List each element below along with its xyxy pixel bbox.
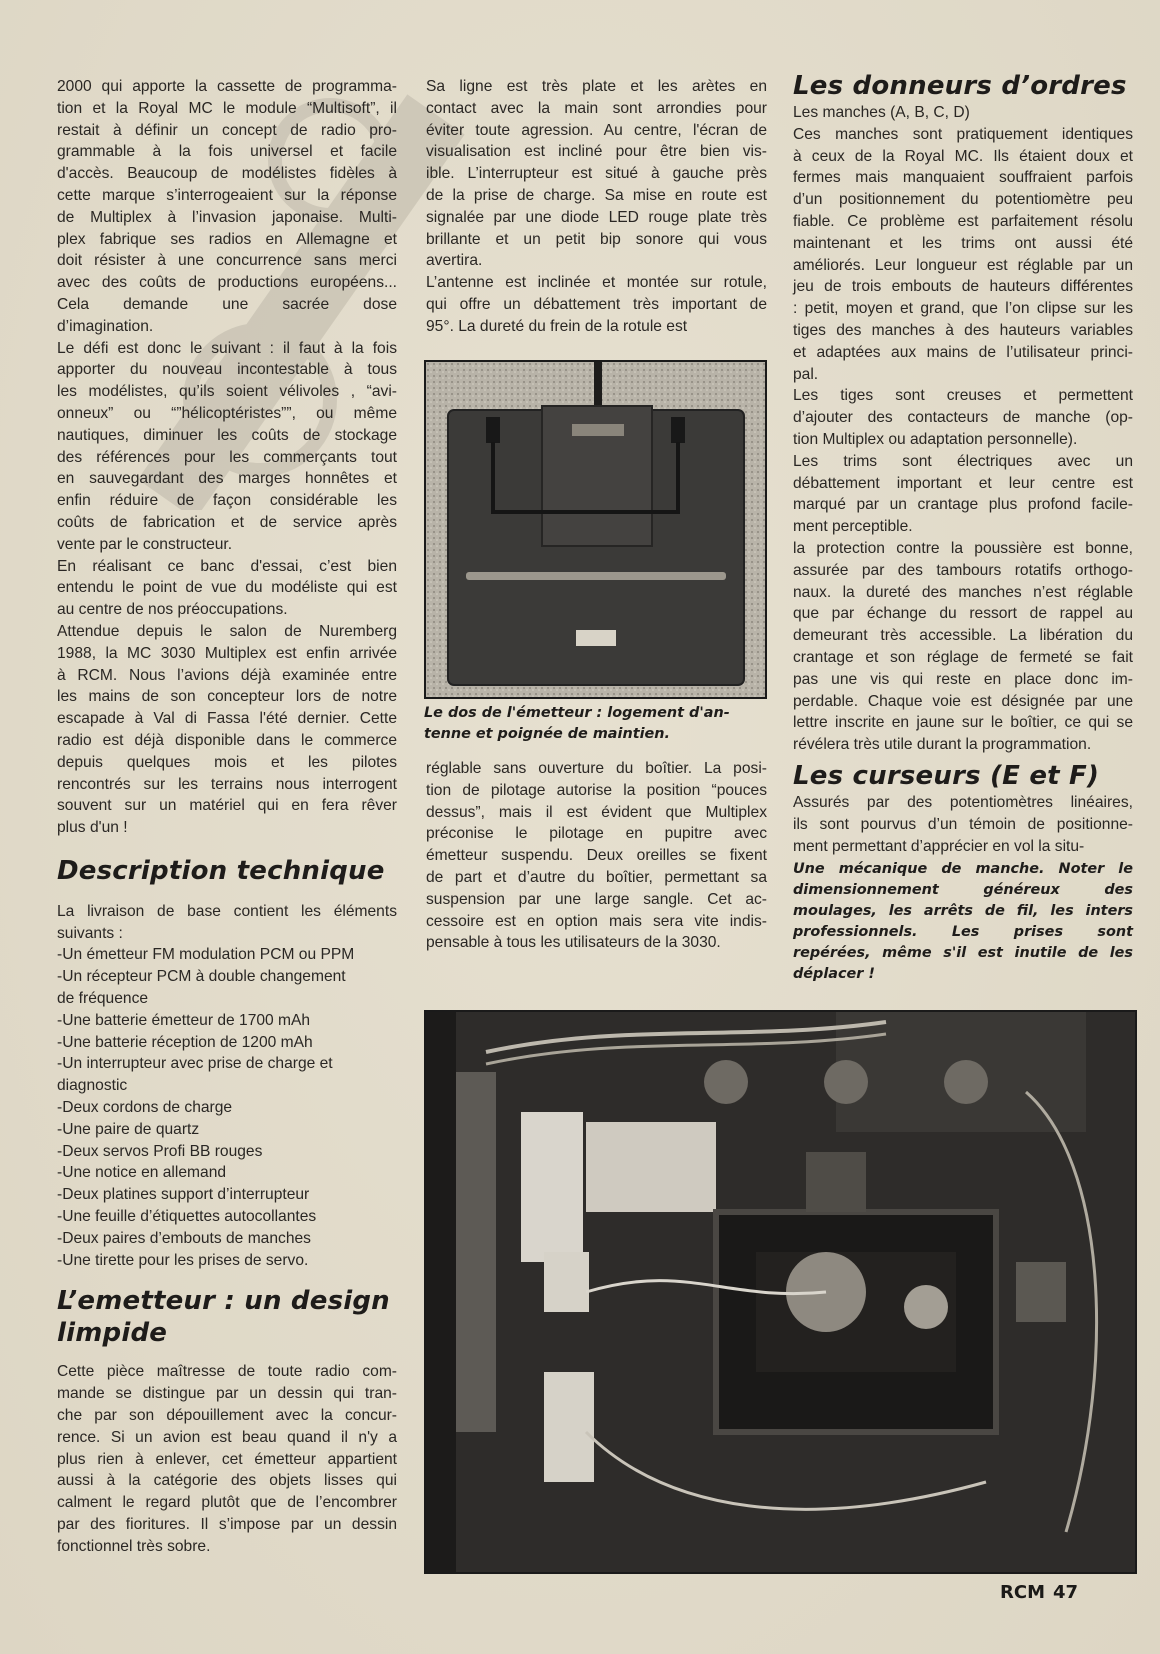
text-line: préconise le pilotage en pupitre avec: [426, 825, 767, 843]
text-line: -Une tirette pour les prises de servo.: [57, 1251, 309, 1269]
text-line: 2000 qui apporte la cassette de programma-: [57, 78, 397, 95]
column-middle-continued: [426, 758, 767, 954]
text-line: d'accès. Beaucoup de modélistes fidèles à: [57, 165, 397, 183]
text-line: escapade à Val di Fassa l'été dernier. Cette: [57, 710, 397, 728]
intro-paragraph: [57, 76, 397, 338]
text-line: fonctionnel très sobre.: [57, 1537, 211, 1555]
text-line: rencontrés sur les terrains nous interrogent: [57, 775, 397, 793]
text-line: nautiques, diminuer les coûts de stockage: [57, 426, 397, 444]
text-line: maintenant et les trims ont aussi été: [793, 234, 1133, 252]
text-line: ment perceptible.: [793, 518, 913, 536]
text-line: -Une paire de quartz: [57, 1120, 200, 1138]
text-line: calment le regard plutôt que de l’encombrer: [57, 1494, 397, 1512]
heading-description-technique: Description technique: [57, 855, 385, 886]
text-line: rence. Si un avion est beau quand il n'y a: [57, 1428, 397, 1446]
heading-curseurs: Les curseurs (E et F): [793, 760, 1100, 791]
text-line: demeurant très accessible. La libération du: [793, 627, 1133, 645]
text-line: -Une feuille d’étiquettes autocollantes: [57, 1208, 317, 1226]
caption-lines: [424, 703, 766, 745]
text-line: de la prise de charge. Sa mise en route est: [426, 186, 767, 204]
text-line: pal.: [793, 365, 819, 383]
text-line: grammable à la fois universel et facile: [57, 143, 397, 161]
text-line: cessoire est en option mais sera vite indis-: [426, 912, 767, 930]
design-paragraph: [426, 76, 767, 272]
delivery-list: [57, 944, 397, 1271]
text-line: au centre de nos préoccupations.: [57, 601, 288, 619]
text-line: déplacer !: [793, 966, 875, 983]
text-line: à ceux de la Royal MC. Ils étaient doux et: [793, 147, 1133, 165]
text-line: repérées, même s'il est inutile de les: [793, 945, 1133, 962]
text-line: ils sont pourvus d’un témoin de positionne-: [793, 815, 1133, 833]
text-line: mande se distingue par un dessin qui tran-: [57, 1385, 397, 1403]
heading-emetteur-line1: L’emetteur : un design: [57, 1286, 390, 1317]
text-line: suivants :: [57, 924, 123, 942]
text-line: pas une vis qui reste en place donc im-: [793, 670, 1133, 688]
text-line: -Un interrupteur avec prise de charge et: [57, 1055, 333, 1073]
text-line: L’antenne est inclinée et montée sur rotule,: [426, 274, 767, 292]
text-line: -Deux cordons de charge: [57, 1099, 233, 1117]
text-line: depuis quelques mois et les pilotes: [57, 753, 397, 771]
text-line: de fréquence: [57, 990, 149, 1008]
heading-donneurs-ordres: Les donneurs d’ordres: [793, 71, 1127, 101]
text-line: 1988, la MC 3030 Multiplex est enfin arrivée: [57, 644, 397, 662]
stick-mechanism-image: [426, 1012, 1135, 1572]
challenge-paragraph: [57, 338, 397, 556]
text-line: ment permettant d’apprécier en vol la situ-: [793, 837, 1085, 855]
photo-caption-mecanique: [793, 859, 1133, 985]
text-line: signalée par une diode LED rouge plate très: [426, 208, 767, 226]
text-line: suspension par une large sangle. Cet ac-: [426, 890, 767, 908]
text-line: restait à définir un concept de radio pro-: [57, 121, 397, 139]
text-line: crantage et son réglage de fermeté se fait: [793, 648, 1133, 666]
magazine-name: RCM: [1000, 1582, 1045, 1603]
text-line: Cela demande une sacrée dose: [57, 295, 397, 313]
text-line: pensable à tous les utilisateurs de la 3030.: [426, 934, 721, 952]
text-line: -Une batterie réception de 1200 mAh: [57, 1033, 313, 1051]
text-line: débattement important et leur centre est: [793, 474, 1133, 492]
text-line: Sa ligne est très plate et les arètes en: [426, 78, 767, 95]
text-line: 95°. La dureté du frein de la rotule est: [426, 317, 688, 335]
text-line: coûts de fabrication et de service après: [57, 513, 397, 531]
text-line: Cette pièce maîtresse de toute radio com-: [57, 1363, 397, 1381]
tiges-paragraph: [793, 385, 1133, 450]
text-line: d’ajouter des contacteurs de manche (op-: [793, 409, 1133, 427]
text-line: Attendue depuis le salon de Nuremberg: [57, 622, 397, 640]
photo-transmitter-back: [424, 360, 767, 699]
text-line: naux. la dureté des manches n’est réglable: [793, 583, 1133, 601]
text-line: plus d'un !: [57, 819, 128, 837]
text-line: tion Multiplex ou adaptation personnelle).: [793, 430, 1078, 448]
text-line: diagnostic: [57, 1077, 128, 1095]
text-line: -Un émetteur FM modulation PCM ou PPM: [57, 946, 355, 964]
pilotage-paragraph: [426, 758, 767, 954]
photo-stick-mechanism: [424, 1010, 1137, 1574]
text-line: -Une batterie émetteur de 1700 mAh: [57, 1011, 311, 1029]
text-line: onneux” ou “”hélicoptéristes””, ou même: [57, 404, 397, 422]
page-footer: [1000, 1582, 1078, 1603]
text-line: -Un récepteur PCM à double changement: [57, 968, 346, 986]
text-line: tion et la Royal MC le module “Multisoft”, il: [57, 99, 397, 117]
text-line: de Multiplex à l’invasion japonaise. Multi-: [57, 208, 397, 226]
text-line: dessus”, mais il est évident que Multiplex: [426, 803, 767, 821]
text-line: La livraison de base contient les éléments: [57, 902, 397, 920]
text-line: En réalisant ce banc d'essai, c’est bien: [57, 557, 397, 575]
manches-paragraph: [793, 124, 1133, 386]
text-line: visualisation est incliné pour être bien vis-: [426, 143, 767, 161]
text-line: -Deux paires d’embouts de manches: [57, 1229, 311, 1247]
transmitter-back-image: [426, 362, 765, 697]
text-line: plex fabrique ses radios en Allemagne et: [57, 230, 397, 248]
text-line: éviter toute agression. Au centre, l'écran de: [426, 121, 767, 139]
text-line: moulages, les arrêts de fil, les inters: [793, 903, 1133, 920]
text-line: avec des coûts de productions européens...: [57, 274, 397, 292]
text-line: fiable. Ce problème est parfaitement résolu: [793, 212, 1133, 230]
text-line: émetteur suspendu. Deux oreilles se fixent: [426, 847, 767, 865]
text-line: les modélistes, qu’ils soient vélivoles , “avi-: [57, 383, 397, 401]
text-line: les mains de son concepteur lors de notre: [57, 688, 397, 706]
column-right: [793, 70, 1133, 985]
text-line: Une mécanique de manche. Noter le: [793, 861, 1133, 878]
text-line: d’un positionnement du potentiomètre peu: [793, 191, 1133, 209]
text-line: vente par le constructeur.: [57, 535, 233, 553]
text-line: dimensionnement généreux des: [793, 882, 1133, 899]
text-line: che par son dépouillement avec la concur-: [57, 1407, 397, 1425]
text-line: tiges des manches à des hauteurs variables: [793, 321, 1133, 339]
text-line: Le dos de l'émetteur : logement d'an-: [424, 705, 730, 721]
text-line: de part et d’autre du boîtier, permettant sa: [426, 868, 767, 886]
text-line: marqué par un crantage plus profond facile-: [793, 496, 1133, 514]
text-line: la protection contre la poussière est bonne,: [793, 539, 1133, 557]
text-line: Les trims sont électriques avec un: [793, 452, 1133, 470]
text-line: Les tiges sont creuses et permettent: [793, 387, 1133, 405]
trims-paragraph: [793, 451, 1133, 538]
text-line: -Deux servos Profi BB rouges: [57, 1142, 263, 1160]
column-left: [57, 76, 397, 1558]
text-line: que par échange du ressort de rappel au: [793, 605, 1133, 623]
text-line: des références pour les commerçants tout: [57, 448, 397, 466]
caption-lines: [793, 859, 1133, 985]
emetteur-paragraph: [57, 1361, 397, 1557]
text-line: entendu le point de vue du modéliste qui est: [57, 579, 397, 597]
heading-emetteur: [57, 1285, 397, 1349]
text-line: améliorés. Leur longueur est réglable par un: [793, 256, 1133, 274]
curseurs-paragraph: [793, 792, 1133, 857]
text-line: d’imagination.: [57, 317, 154, 335]
text-line: qui offre un débattement très important de: [426, 295, 767, 313]
text-line: tion de pilotage autorise la position “pouces: [426, 781, 767, 799]
subheading-manches: Les manches (A, B, C, D): [793, 104, 970, 121]
column-middle: [426, 76, 767, 338]
text-line: enfin réduire de façon considérable les: [57, 492, 397, 510]
text-line: et adaptées aux mains de l’utilisateur princi-: [793, 343, 1133, 361]
text-line: en sauvegardant des marges honnêtes et: [57, 470, 397, 488]
text-line: souvent sur un matériel qui en fera rêver: [57, 797, 397, 815]
text-line: radio est déjà disponible dans le commerce: [57, 731, 397, 749]
text-line: tenne et poignée de maintien.: [424, 726, 670, 742]
text-line: : petit, moyen et grand, que l’on clipse sur les: [793, 300, 1133, 318]
photo-caption-transmitter: [424, 703, 766, 745]
text-line: -Une notice en allemand: [57, 1164, 227, 1182]
text-line: Assurés par des potentiomètres linéaires,: [793, 793, 1133, 811]
antenna-paragraph: [426, 272, 767, 337]
text-line: cette marque s’interrogeaient sur la réponse: [57, 186, 397, 204]
text-line: ible. L’interrupteur est situé à gauche près: [426, 165, 767, 183]
text-line: avertira.: [426, 252, 483, 270]
text-line: à RCM. Nous l’avions déjà examinée entre: [57, 666, 397, 684]
text-line: fermes mais manquaient souffraient parfois: [793, 169, 1133, 187]
text-line: plus rien à enlever, cet émetteur appartient: [57, 1450, 397, 1468]
text-line: Le défi est donc le suivant : il faut à la fois: [57, 339, 397, 357]
arrival-paragraph: [57, 621, 397, 839]
text-line: brillante et un petit bip sonore qui vous: [426, 230, 767, 248]
text-line: -Deux platines support d’interrupteur: [57, 1186, 310, 1204]
text-line: révélera très utile durant la programmation.: [793, 736, 1092, 754]
text-line: apporter du nouveau incontestable à tous: [57, 361, 397, 379]
protection-paragraph: [793, 538, 1133, 756]
text-line: contact avec la main sont arrondies pour: [426, 99, 767, 117]
text-line: par des fioritures. Il s’impose par un dessin: [57, 1516, 397, 1534]
text-line: jeu de trois embouts de hauteurs différentes: [793, 278, 1133, 296]
text-line: assurée par des tambours rotatifs orthogo-: [793, 561, 1133, 579]
text-line: professionnels. Les prises sont: [793, 924, 1133, 941]
text-line: réglable sans ouverture du boîtier. La posi-: [426, 760, 767, 777]
page-number: 47: [1052, 1582, 1079, 1603]
text-line: perdable. Chaque voie est désignée par une: [793, 692, 1133, 710]
text-line: Ces manches sont pratiquement identiques: [793, 125, 1133, 143]
text-line: doit résister à une concurrence sans merci: [57, 252, 397, 270]
text-line: aussi à la catégorie des objets lisses qui: [57, 1472, 397, 1490]
delivery-intro: [57, 901, 397, 945]
text-line: lettre inscrite en jaune sur le boîtier, ce qui se: [793, 714, 1133, 732]
test-paragraph: [57, 556, 397, 621]
heading-emetteur-line2: limpide: [57, 1318, 168, 1349]
